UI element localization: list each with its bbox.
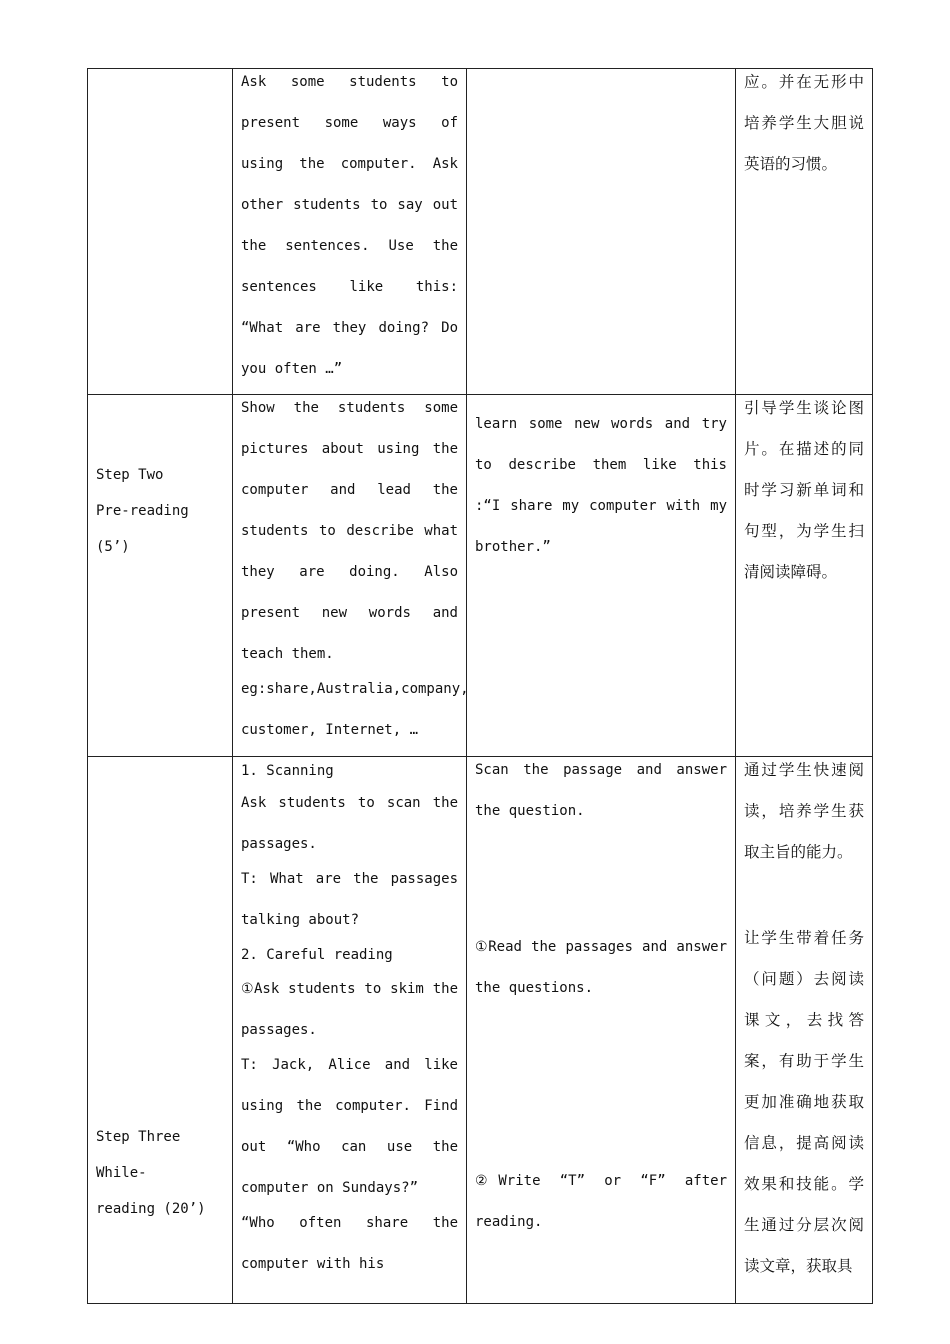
teacher-activity-line: 2. Careful reading bbox=[241, 947, 393, 963]
step-label-line: Step Two bbox=[96, 467, 164, 483]
step-label-line: Step Three bbox=[96, 1129, 181, 1145]
student-activity-line: ①Read the passages and answer the questions. bbox=[475, 939, 727, 996]
teacher-activity-text: Show the students some pictures about using the computer and lead the students to describe what they are doing. Also present new words and teach them. bbox=[241, 400, 458, 662]
teacher-example-text: eg:share,Australia,company, customer, Internet, … bbox=[241, 681, 469, 738]
table-row bbox=[88, 69, 873, 395]
student-activity-cell bbox=[467, 757, 736, 1304]
student-activity-text: learn some new words and try to describe them like this :“I share my computer with my brother.” bbox=[475, 416, 727, 555]
purpose-cell bbox=[736, 395, 873, 757]
student-activity-cell bbox=[467, 395, 736, 757]
purpose-text: 通过学生快速阅读，培养学生获取主旨的能力。 bbox=[744, 761, 864, 861]
student-activity-line: ②Write “T” or “F” after reading. bbox=[475, 1173, 727, 1230]
step-cell bbox=[88, 395, 233, 757]
student-activity-line: Scan the passage and answer the question. bbox=[475, 762, 727, 819]
table-row bbox=[88, 395, 873, 757]
teacher-activity-text: Ask some students to present some ways of using the computer. Ask other students to say out the sentences. Use the sentences like this: “What are they doing? Do you often …” bbox=[241, 74, 458, 377]
purpose-text: 让学生带着任务（问题）去阅读课文，去找答案，有助于学生更加准确地获取信息，提高阅读效果和技能。学生通过分层次阅读文章，获取具 bbox=[744, 929, 864, 1275]
purpose-cell bbox=[736, 757, 873, 1304]
table-row bbox=[88, 757, 873, 1304]
step-label-line: Pre-reading bbox=[96, 503, 189, 519]
student-activity-cell bbox=[467, 69, 736, 395]
step-cell bbox=[88, 69, 233, 395]
step-label-line: While- bbox=[96, 1165, 147, 1181]
step-cell bbox=[88, 757, 233, 1304]
teacher-activity-line: T: What are the passages talking about? bbox=[241, 871, 458, 928]
purpose-text: 引导学生谈论图片。在描述的同时学习新单词和句型，为学生扫清阅读障碍。 bbox=[744, 399, 864, 581]
teacher-activity-line: 1. Scanning bbox=[241, 763, 334, 779]
teacher-activity-cell bbox=[233, 757, 467, 1304]
step-label-line: (5’) bbox=[96, 539, 130, 555]
step-label-line: reading (20’) bbox=[96, 1201, 206, 1217]
teacher-activity-line: Ask students to scan the passages. bbox=[241, 795, 458, 852]
teacher-activity-line: ①Ask students to skim the passages. bbox=[241, 981, 458, 1038]
teacher-activity-line: T: Jack, Alice and like using the computer. Find out “Who can use the computer on Sundays?” bbox=[241, 1057, 458, 1196]
purpose-text: 应。并在无形中培养学生大胆说英语的习惯。 bbox=[744, 73, 864, 173]
lesson-plan-table bbox=[87, 68, 873, 1304]
teacher-activity-line: “Who often share the computer with his bbox=[241, 1215, 458, 1272]
purpose-cell bbox=[736, 69, 873, 395]
teacher-activity-cell bbox=[233, 69, 467, 395]
teacher-activity-cell bbox=[233, 395, 467, 757]
